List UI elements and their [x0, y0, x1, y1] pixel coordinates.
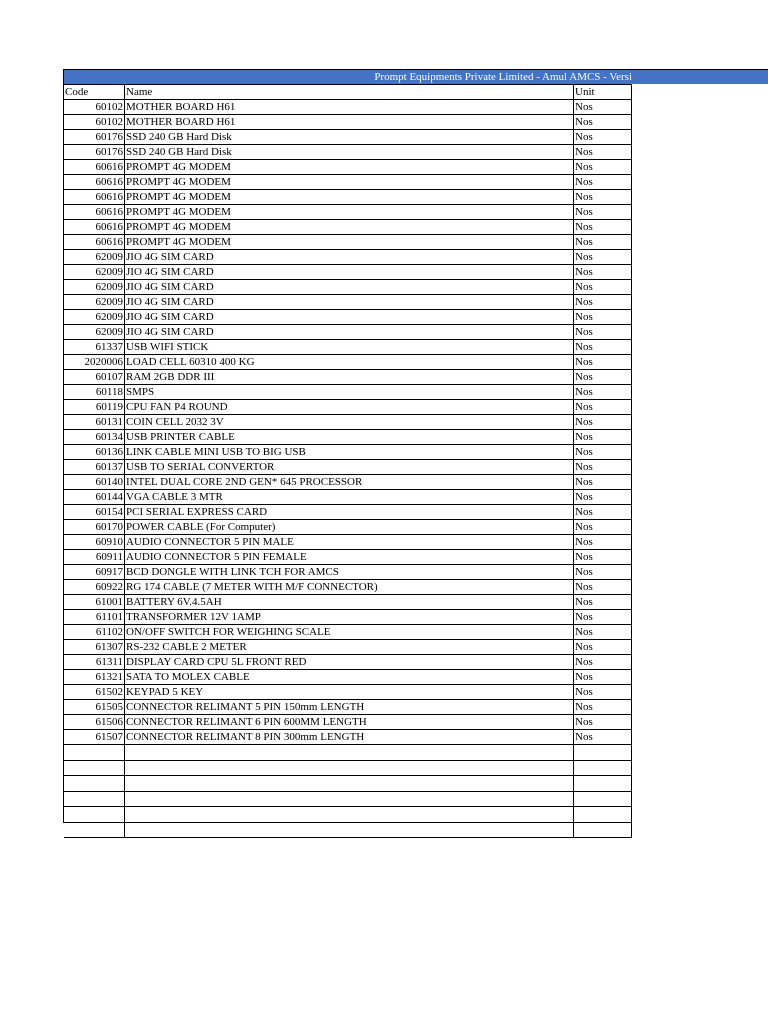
item-code: 60118 [64, 385, 125, 400]
empty-cell [125, 791, 574, 807]
item-code: 60616 [64, 205, 125, 220]
table-row [64, 295, 632, 310]
item-unit: Nos [574, 190, 632, 205]
item-unit: Nos [574, 655, 632, 670]
item-code: 60616 [64, 190, 125, 205]
item-name: INTEL DUAL CORE 2ND GEN* 645 PROCESSOR [125, 475, 574, 490]
table-row [64, 340, 632, 355]
item-code: 61502 [64, 685, 125, 700]
item-name: RG 174 CABLE (7 METER WITH M/F CONNECTOR) [125, 580, 574, 595]
item-name: CPU FAN P4 ROUND [125, 400, 574, 415]
item-name: CONNECTOR RELIMANT 6 PIN 600MM LENGTH [125, 715, 574, 730]
item-unit: Nos [574, 310, 632, 325]
table-row [64, 400, 632, 415]
item-code: 60144 [64, 490, 125, 505]
item-code: 62009 [64, 295, 125, 310]
item-unit: Nos [574, 700, 632, 715]
item-unit: Nos [574, 610, 632, 625]
item-code: 60137 [64, 460, 125, 475]
item-name: JIO 4G SIM CARD [125, 295, 574, 310]
item-name: PROMPT 4G MODEM [125, 205, 574, 220]
table-row [64, 475, 632, 490]
item-name: POWER CABLE (For Computer) [125, 520, 574, 535]
item-name: SATA TO MOLEX CABLE [125, 670, 574, 685]
item-name: SSD 240 GB Hard Disk [125, 130, 574, 145]
item-code: 61001 [64, 595, 125, 610]
item-unit: Nos [574, 250, 632, 265]
item-code: 62009 [64, 250, 125, 265]
table-row [64, 565, 632, 580]
item-name: PCI SERIAL EXPRESS CARD [125, 505, 574, 520]
item-name: PROMPT 4G MODEM [125, 220, 574, 235]
empty-cell [574, 760, 632, 776]
empty-row [64, 760, 632, 776]
item-name: TRANSFORMER 12V 1AMP [125, 610, 574, 625]
item-code: 60616 [64, 160, 125, 175]
table-row [64, 190, 632, 205]
item-name: BATTERY 6V.4.5AH [125, 595, 574, 610]
item-unit: Nos [574, 625, 632, 640]
table-row [64, 205, 632, 220]
item-unit: Nos [574, 685, 632, 700]
table-row [64, 655, 632, 670]
item-code: 61506 [64, 715, 125, 730]
empty-cell [64, 807, 125, 823]
item-code: 60170 [64, 520, 125, 535]
item-unit: Nos [574, 115, 632, 130]
item-name: BCD DONGLE WITH LINK TCH FOR AMCS [125, 565, 574, 580]
table-row [64, 700, 632, 715]
table-row [64, 370, 632, 385]
item-unit: Nos [574, 340, 632, 355]
item-name: USB TO SERIAL CONVERTOR [125, 460, 574, 475]
item-name: RS-232 CABLE 2 METER [125, 640, 574, 655]
table-row [64, 610, 632, 625]
item-unit: Nos [574, 325, 632, 340]
table-row [64, 715, 632, 730]
item-unit: Nos [574, 475, 632, 490]
item-code: 60911 [64, 550, 125, 565]
empty-cell [125, 745, 574, 761]
empty-cell [125, 776, 574, 792]
item-code: 61321 [64, 670, 125, 685]
item-code: 60134 [64, 430, 125, 445]
item-name: JIO 4G SIM CARD [125, 280, 574, 295]
item-name: AUDIO CONNECTOR 5 PIN FEMALE [125, 550, 574, 565]
item-code: 61307 [64, 640, 125, 655]
table-row [64, 445, 632, 460]
item-code: 60616 [64, 235, 125, 250]
item-name: JIO 4G SIM CARD [125, 310, 574, 325]
table-row [64, 175, 632, 190]
item-name: DISPLAY CARD CPU 5L FRONT RED [125, 655, 574, 670]
item-name: PROMPT 4G MODEM [125, 160, 574, 175]
item-name: LINK CABLE MINI USB TO BIG USB [125, 445, 574, 460]
empty-cell [64, 776, 125, 792]
item-code: 60616 [64, 175, 125, 190]
item-unit: Nos [574, 565, 632, 580]
item-unit: Nos [574, 175, 632, 190]
item-code: 60136 [64, 445, 125, 460]
report-title: Prompt Equipments Private Limited - Amul AMCS - Versi [374, 71, 632, 83]
empty-row [64, 822, 632, 838]
table-row [64, 325, 632, 340]
column-header-name: Name [125, 85, 574, 100]
item-code: 2020006 [64, 355, 125, 370]
item-code: 61102 [64, 625, 125, 640]
item-name: CONNECTOR RELIMANT 8 PIN 300mm LENGTH [125, 730, 574, 745]
empty-row [64, 776, 632, 792]
table-row [64, 505, 632, 520]
item-name: AUDIO CONNECTOR 5 PIN MALE [125, 535, 574, 550]
item-unit: Nos [574, 220, 632, 235]
item-unit: Nos [574, 550, 632, 565]
table-row [64, 310, 632, 325]
table-row [64, 235, 632, 250]
table-row [64, 550, 632, 565]
item-code: 61311 [64, 655, 125, 670]
table-row [64, 535, 632, 550]
item-name: VGA CABLE 3 MTR [125, 490, 574, 505]
empty-cell [125, 760, 574, 776]
table-row [64, 490, 632, 505]
item-name: JIO 4G SIM CARD [125, 250, 574, 265]
item-code: 60917 [64, 565, 125, 580]
item-code: 62009 [64, 310, 125, 325]
table-row [64, 730, 632, 745]
item-unit: Nos [574, 100, 632, 115]
item-code: 60616 [64, 220, 125, 235]
item-name: CONNECTOR RELIMANT 5 PIN 150mm LENGTH [125, 700, 574, 715]
table-row [64, 355, 632, 370]
item-unit: Nos [574, 385, 632, 400]
item-unit: Nos [574, 730, 632, 745]
item-name: KEYPAD 5 KEY [125, 685, 574, 700]
table-row [64, 265, 632, 280]
item-unit: Nos [574, 640, 632, 655]
table-row [64, 580, 632, 595]
item-code: 62009 [64, 280, 125, 295]
item-unit: Nos [574, 280, 632, 295]
item-name: USB PRINTER CABLE [125, 430, 574, 445]
item-code: 60119 [64, 400, 125, 415]
column-header-code: Code [64, 85, 125, 100]
item-unit: Nos [574, 460, 632, 475]
empty-cell [125, 822, 574, 838]
item-unit: Nos [574, 400, 632, 415]
item-unit: Nos [574, 580, 632, 595]
table-row [64, 625, 632, 640]
item-unit: Nos [574, 445, 632, 460]
item-code: 60102 [64, 115, 125, 130]
item-unit: Nos [574, 130, 632, 145]
item-name: SSD 240 GB Hard Disk [125, 145, 574, 160]
table-row [64, 130, 632, 145]
item-unit: Nos [574, 505, 632, 520]
empty-row [64, 791, 632, 807]
item-code: 60154 [64, 505, 125, 520]
item-code: 60131 [64, 415, 125, 430]
table-header-row [64, 85, 632, 100]
empty-cell [64, 745, 125, 761]
item-unit: Nos [574, 145, 632, 160]
item-name: JIO 4G SIM CARD [125, 265, 574, 280]
item-code: 61337 [64, 340, 125, 355]
item-unit: Nos [574, 355, 632, 370]
item-name: ON/OFF SWITCH FOR WEIGHING SCALE [125, 625, 574, 640]
table-row [64, 250, 632, 265]
item-name: USB WIFI STICK [125, 340, 574, 355]
item-unit: Nos [574, 595, 632, 610]
item-unit: Nos [574, 490, 632, 505]
item-code: 61101 [64, 610, 125, 625]
column-header-unit: Unit [574, 85, 632, 100]
item-name: MOTHER BOARD H61 [125, 115, 574, 130]
item-code: 62009 [64, 325, 125, 340]
table-row [64, 115, 632, 130]
item-name: JIO 4G SIM CARD [125, 325, 574, 340]
item-unit: Nos [574, 235, 632, 250]
item-unit: Nos [574, 205, 632, 220]
table-row [64, 415, 632, 430]
items-table [63, 84, 632, 838]
item-unit: Nos [574, 265, 632, 280]
item-unit: Nos [574, 160, 632, 175]
table-row [64, 460, 632, 475]
item-name: PROMPT 4G MODEM [125, 235, 574, 250]
empty-cell [574, 822, 632, 838]
item-name: LOAD CELL 60310 400 KG [125, 355, 574, 370]
report-title-bar [63, 69, 768, 84]
item-unit: Nos [574, 415, 632, 430]
table-row [64, 685, 632, 700]
item-code: 60140 [64, 475, 125, 490]
table-row [64, 670, 632, 685]
item-unit: Nos [574, 670, 632, 685]
table-row [64, 220, 632, 235]
empty-cell [574, 745, 632, 761]
table-row [64, 145, 632, 160]
item-name: MOTHER BOARD H61 [125, 100, 574, 115]
empty-cell [64, 760, 125, 776]
empty-cell [574, 791, 632, 807]
empty-cell [64, 791, 125, 807]
item-code: 60176 [64, 145, 125, 160]
table-row [64, 160, 632, 175]
empty-row [64, 807, 632, 823]
item-code: 60107 [64, 370, 125, 385]
empty-cell [125, 807, 574, 823]
item-name: PROMPT 4G MODEM [125, 190, 574, 205]
empty-cell [574, 807, 632, 823]
item-code: 60922 [64, 580, 125, 595]
empty-row [64, 745, 632, 761]
table-row [64, 640, 632, 655]
item-code: 62009 [64, 265, 125, 280]
item-name: SMPS [125, 385, 574, 400]
item-name: PROMPT 4G MODEM [125, 175, 574, 190]
item-unit: Nos [574, 295, 632, 310]
table-row [64, 595, 632, 610]
table-row [64, 100, 632, 115]
empty-cell [64, 822, 125, 838]
item-unit: Nos [574, 370, 632, 385]
item-unit: Nos [574, 535, 632, 550]
item-unit: Nos [574, 715, 632, 730]
table-row [64, 430, 632, 445]
table-row [64, 280, 632, 295]
empty-cell [574, 776, 632, 792]
table-row [64, 385, 632, 400]
item-code: 61507 [64, 730, 125, 745]
item-code: 60910 [64, 535, 125, 550]
item-code: 61505 [64, 700, 125, 715]
table-row [64, 520, 632, 535]
item-unit: Nos [574, 520, 632, 535]
item-unit: Nos [574, 430, 632, 445]
item-name: RAM 2GB DDR III [125, 370, 574, 385]
item-name: COIN CELL 2032 3V [125, 415, 574, 430]
item-code: 60176 [64, 130, 125, 145]
item-code: 60102 [64, 100, 125, 115]
